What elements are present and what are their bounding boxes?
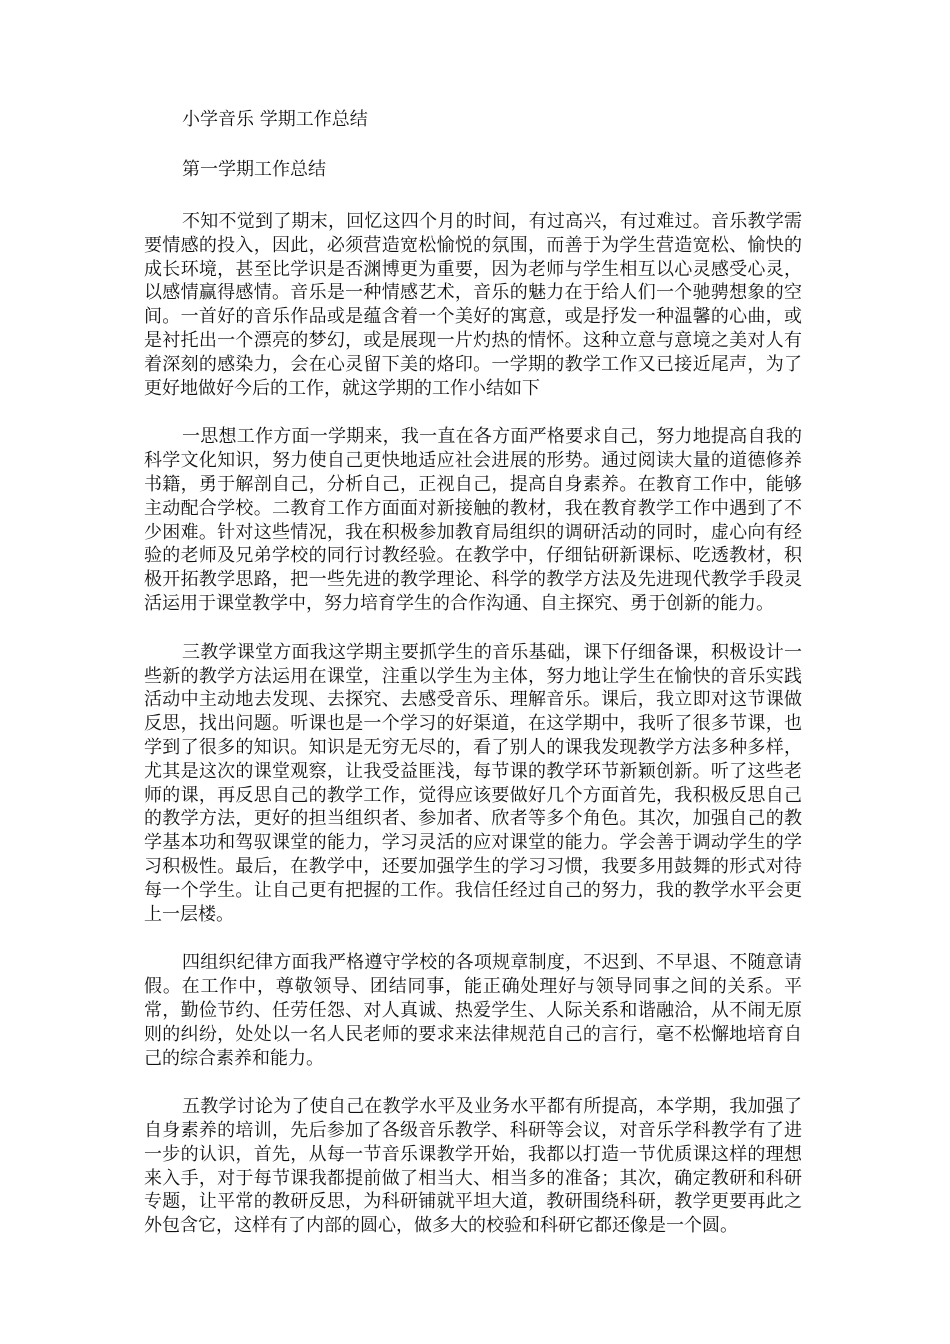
- paragraph-thought-and-education: 一思想工作方面一学期来，我一直在各方面严格要求自己，努力地提高自我的科学文化知识，努力使自己更快地适应社会进展的形势。通过阅读大量的道德修养书籍，勇于解剖自己，分析自己，正视自己，提高自身素养。在教育工作中，能够主动配合学校。二教育工作方面面对新接触的教材，我在教育教学工作中遇到了不少困难。针对这些情况，我在积极参加教育局组织的调研活动的同时，虚心向有经验的老师及兄弟学校的同行讨教经验。在教学中，仔细钻研新课标、吃透教材，积极开拓教学思路，把一些先进的教学理论、科学的教学方法及先进现代教学手段灵活运用于课堂教学中，努力培育学生的合作沟通、自主探究、勇于创新的能力。: [144, 426, 802, 614]
- paragraph-classroom-teaching: 三教学课堂方面我这学期主要抓学生的音乐基础，课下仔细备课，积极设计一些新的教学方法运用在课堂，注重以学生为主体，努力地让学生在愉快的音乐实践活动中主动地去发现、去探究、去感受音乐、理解音乐。课后，我立即对这节课做反思，找出问题。听课也是一个学习的好渠道，在这学期中，我听了很多节课，也学到了很多的知识。知识是无穷无尽的，看了别人的课我发现教学方法多种多样，尤其是这次的课堂观察，让我受益匪浅，每节课的教学环节新颖创新。听了这些老师的课，再反思自己的教学工作，觉得应该要做好几个方面首先，我积极反思自己的教学方法，更好的担当组织者、参加者、欣者等多个角色。其次，加强自己的教学基本功和驾驭课堂的能力，学习灵活的应对课堂的能力。学会善于调动学生的学习积极性。最后，在教学中，还要加强学生的学习习惯，我要多用鼓舞的形式对待每一个学生。让自己更有把握的工作。我信任经过自己的努力，我的教学水平会更上一层楼。: [144, 641, 802, 925]
- document-title: 小学音乐 学期工作总结: [182, 109, 368, 130]
- paragraph-intro: 不知不觉到了期末，回忆这四个月的时间，有过高兴，有过难过。音乐教学需要情感的投入，因此，必须营造宽松愉悦的氛围，而善于为学生营造宽松、愉快的成长环境，甚至比学识是否渊博更为重要，因为老师与学生相互以心灵感受心灵，以感情赢得感情。音乐是一种情感艺术，音乐的魅力在于给人们一个驰骋想象的空间。一首好的音乐作品或是蕴含着一个美好的寓意，或是抒发一种温馨的心曲，或是衬托出一个漂亮的梦幻，或是展现一片灼热的情怀。这种立意与意境之美对人有着深刻的感染力，会在心灵留下美的烙印。一学期的教学工作又已接近尾声，为了更好地做好今后的工作，就这学期的工作小结如下: [144, 211, 802, 399]
- document-subtitle: 第一学期工作总结: [182, 159, 326, 180]
- paragraph-research: 五教学讨论为了使自己在教学水平及业务水平都有所提高，本学期，我加强了自身素养的培训，先后参加了各级音乐教学、科研等会议，对音乐学科教学有了进一步的认识，首先，从每一节音乐课教学开始，我都以打造一节优质课这样的理想来入手，对于每节课我都提前做了相当大、相当多的准备；其次，确定教研和科研专题，让平常的教研反思，为科研铺就平坦大道，教研围绕科研，教学更要再此之外包含它，这样有了内部的圆心，做多大的校验和科研它都还像是一个圆。: [144, 1096, 802, 1237]
- document-page: [144, 108, 802, 1263]
- paragraph-discipline: 四组织纪律方面我严格遵守学校的各项规章制度，不迟到、不早退、不随意请假。在工作中，尊敬领导、团结同事，能正确处理好与领导同事之间的关系。平常，勤俭节约、任劳任怨、对人真诚、热爱学生、人际关系和谐融洽，从不闹无原则的纠纷，处处以一名人民老师的要求来法律规范自己的言行，毫不松懈地培育自己的综合素养和能力。: [144, 952, 802, 1069]
